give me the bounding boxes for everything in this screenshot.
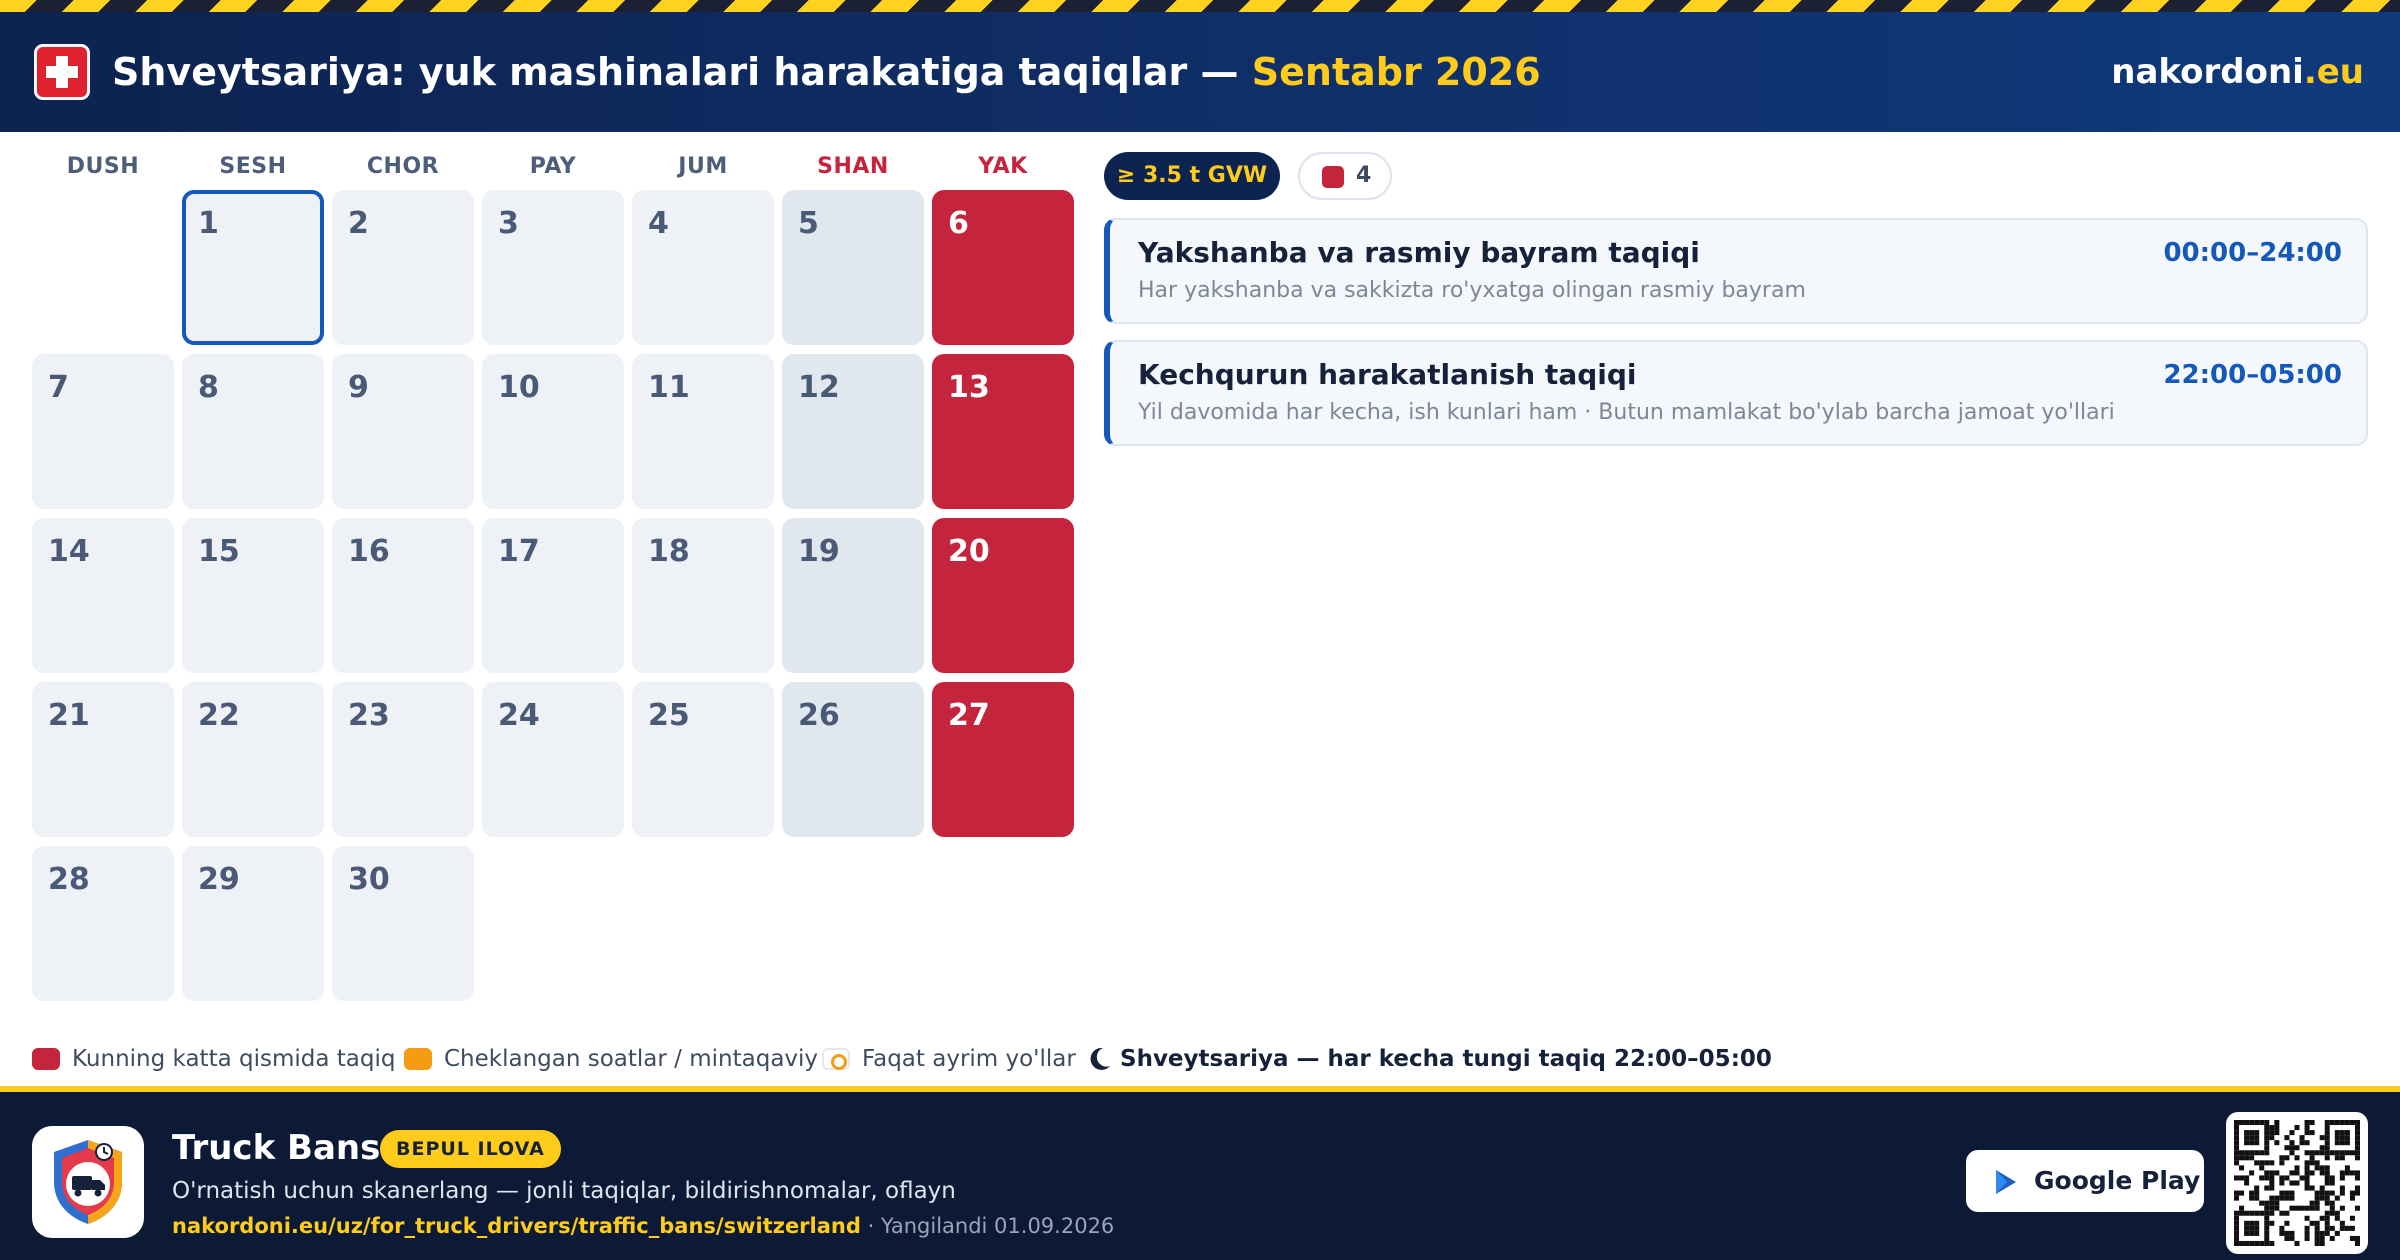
ban-subtitle: Har yakshanba va sakkizta ro'yxatga olingan rasmiy bayram	[1138, 278, 1806, 303]
calendar-day[interactable]	[632, 354, 774, 509]
day-number: 4	[648, 206, 669, 241]
day-number: 14	[48, 534, 90, 569]
calendar-day[interactable]	[332, 518, 474, 673]
title-text: Shveytsariya: yuk mashinalari harakatiga taqiqlar —	[112, 50, 1252, 94]
calendar-day[interactable]	[32, 846, 174, 1001]
calendar-day[interactable]	[482, 354, 624, 509]
weight-filter-pill[interactable]: ≥ 3.5 t GVW	[1104, 152, 1280, 200]
free-app-badge: BEPUL ILOVA	[380, 1130, 561, 1168]
ban-subtitle: Yil davomida har kecha, ish kunlari ham · Butun mamlakat bo'ylab barcha jamoat yo'llari	[1138, 400, 2115, 425]
weekday-header: DUSH	[66, 154, 140, 179]
updated-date: · Yangilandi 01.09.2026	[860, 1214, 1115, 1238]
brand-tld: .eu	[2303, 52, 2364, 92]
calendar-day[interactable]	[482, 190, 624, 345]
brand-logo[interactable]	[2111, 48, 2364, 96]
day-number: 25	[648, 698, 690, 733]
calendar-day[interactable]	[182, 518, 324, 673]
source-line	[172, 1214, 1114, 1238]
day-number: 5	[798, 206, 819, 241]
red-square-icon	[1322, 166, 1344, 188]
day-number: 7	[48, 370, 69, 405]
day-number: 21	[48, 698, 90, 733]
day-number: 30	[348, 862, 390, 897]
weekday-header: PAY	[529, 154, 577, 179]
day-number: 3	[498, 206, 519, 241]
day-number: 15	[198, 534, 240, 569]
calendar-day-ban[interactable]	[932, 354, 1074, 509]
day-number: 26	[798, 698, 840, 733]
day-number: 2	[348, 206, 369, 241]
title-month: Sentabr 2026	[1251, 50, 1541, 94]
day-number: 1	[198, 206, 219, 241]
qr-code-icon	[2234, 1120, 2360, 1246]
ban-title: Yakshanba va rasmiy bayram taqiqi	[1138, 236, 1700, 269]
calendar-day[interactable]	[782, 518, 924, 673]
day-number: 9	[348, 370, 369, 405]
red-swatch-icon	[32, 1048, 60, 1070]
weekday-header: SESH	[219, 154, 287, 179]
calendar-day[interactable]	[782, 190, 924, 345]
ban-hours: 22:00–05:00	[2163, 360, 2342, 390]
calendar-day-ban[interactable]	[932, 518, 1074, 673]
truck-shield-icon	[48, 1136, 128, 1228]
ban-title: Kechqurun harakatlanish taqiqi	[1138, 358, 1637, 391]
calendar-day[interactable]	[332, 190, 474, 345]
calendar-day[interactable]	[182, 190, 324, 345]
qr-code[interactable]	[2226, 1112, 2368, 1254]
day-number: 28	[48, 862, 90, 897]
day-number: 16	[348, 534, 390, 569]
day-number: 17	[498, 534, 540, 569]
day-number: 23	[348, 698, 390, 733]
day-number: 20	[948, 534, 990, 569]
calendar-day[interactable]	[32, 518, 174, 673]
calendar-day[interactable]	[32, 682, 174, 837]
day-number: 8	[198, 370, 219, 405]
day-number: 19	[798, 534, 840, 569]
moon-icon	[1088, 1046, 1112, 1072]
ring-swatch-icon	[822, 1048, 850, 1070]
calendar-day[interactable]	[32, 354, 174, 509]
calendar-day[interactable]	[332, 682, 474, 837]
calendar-day[interactable]	[632, 190, 774, 345]
source-link[interactable]: nakordoni.eu/uz/for_truck_drivers/traffic_bans/switzerland	[172, 1214, 861, 1238]
ban-hours: 00:00–24:00	[2163, 238, 2342, 268]
calendar-day[interactable]	[182, 354, 324, 509]
day-number: 24	[498, 698, 540, 733]
day-number: 29	[198, 862, 240, 897]
day-number: 10	[498, 370, 540, 405]
orange-swatch-icon	[404, 1048, 432, 1070]
calendar-day[interactable]	[782, 682, 924, 837]
calendar-day[interactable]	[182, 682, 324, 837]
app-icon[interactable]	[32, 1126, 144, 1238]
app-name: Truck Bans	[172, 1128, 381, 1168]
calendar-day[interactable]	[632, 518, 774, 673]
day-number: 12	[798, 370, 840, 405]
day-number: 6	[948, 206, 969, 241]
page-header	[0, 0, 2400, 132]
day-number: 13	[948, 370, 990, 405]
calendar-day[interactable]	[482, 682, 624, 837]
weekday-header: JUM	[678, 154, 728, 179]
weekday-header: YAK	[978, 154, 1028, 179]
brand-name: nakordoni	[2111, 52, 2304, 92]
legend	[32, 1040, 2332, 1078]
day-number: 22	[198, 698, 240, 733]
calendar-day[interactable]	[332, 354, 474, 509]
swiss-flag-icon	[34, 44, 90, 100]
ban-card-night[interactable]	[1104, 340, 2368, 446]
calendar-day-ban[interactable]	[932, 682, 1074, 837]
weekday-header: CHOR	[366, 154, 440, 179]
google-play-button[interactable]	[1966, 1150, 2204, 1212]
ban-card-sunday[interactable]	[1104, 218, 2368, 324]
weekday-header: SHAN	[817, 154, 889, 179]
play-icon	[1992, 1168, 2018, 1196]
calendar-day[interactable]	[482, 518, 624, 673]
ban-count: 4	[1356, 163, 1372, 188]
hazard-stripe	[0, 0, 2400, 12]
scan-instruction: O'rnatish uchun skanerlang — jonli taqiqlar, bildirishnomalar, oflayn	[172, 1178, 956, 1204]
ban-count-pill[interactable]	[1298, 152, 1392, 200]
night-ban-note: Shveytsariya — har kecha tungi taqiq 22:00–05:00	[1120, 1046, 1772, 1072]
day-number: 27	[948, 698, 990, 733]
calendar-day-ban[interactable]	[932, 190, 1074, 345]
page-title	[112, 46, 1541, 98]
calendar-day[interactable]	[782, 354, 924, 509]
calendar-day[interactable]	[332, 846, 474, 1001]
legend-label: Kunning katta qismida taqiq	[72, 1046, 396, 1072]
google-play-label: Google Play	[2034, 1166, 2201, 1195]
app-promo-footer	[0, 1086, 2400, 1260]
legend-label: Faqat ayrim yo'llar	[862, 1046, 1076, 1072]
calendar-day[interactable]	[182, 846, 324, 1001]
calendar-day[interactable]	[632, 682, 774, 837]
day-number: 18	[648, 534, 690, 569]
day-number: 11	[648, 370, 690, 405]
legend-label: Cheklangan soatlar / mintaqaviy	[444, 1046, 819, 1072]
